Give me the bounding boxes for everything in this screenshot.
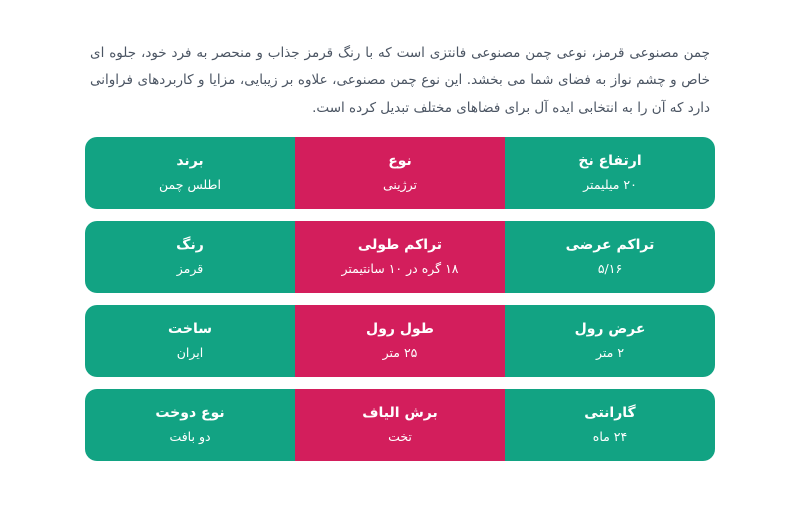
spec-key: نوع bbox=[388, 153, 412, 170]
spec-value: ۲۵ متر bbox=[382, 344, 418, 360]
spec-cell bbox=[85, 137, 295, 209]
spec-cell bbox=[505, 137, 715, 209]
intro-paragraph: چمن مصنوعی قرمز، نوعی چمن مصنوعی فانتزی است که با رنگ قرمز جذاب و منحصر به فرد خود، جلوه ای خاص و چشم نواز به فضای شما می بخشد. این نوع چمن مصنوعی، علاوه بر زیبایی، مزایا و کاربردهای فراوانی دارد که آن را به انتخابی ایده آل برای فضاهای مختلف تبدیل کرده است. bbox=[90, 44, 710, 116]
spec-key: رنگ bbox=[176, 237, 204, 254]
spec-value: ۲۰ میلیمتر bbox=[583, 176, 637, 192]
spec-key: برش الیاف bbox=[362, 405, 438, 422]
spec-value: ۱۸ گره در ۱۰ سانتیمتر bbox=[341, 260, 459, 276]
spec-value: ۲۴ ماه bbox=[592, 428, 628, 444]
spec-value: تخت bbox=[388, 428, 412, 444]
spec-cell bbox=[505, 389, 715, 461]
table-row bbox=[85, 389, 715, 461]
table-row bbox=[85, 221, 715, 293]
spec-cell bbox=[85, 221, 295, 293]
spec-value: ایران bbox=[176, 344, 204, 360]
spec-key: برند bbox=[176, 153, 204, 170]
specification-table bbox=[85, 137, 715, 461]
spec-cell bbox=[505, 305, 715, 377]
spec-value: اطلس چمن bbox=[159, 176, 221, 192]
spec-cell bbox=[295, 221, 505, 293]
spec-value: قرمز bbox=[176, 260, 204, 276]
spec-cell bbox=[85, 305, 295, 377]
spec-cell bbox=[85, 389, 295, 461]
spec-cell bbox=[295, 389, 505, 461]
table-row bbox=[85, 305, 715, 377]
spec-key: طول رول bbox=[366, 321, 434, 338]
spec-value: دو بافت bbox=[169, 428, 211, 444]
spec-cell bbox=[295, 305, 505, 377]
spec-key: ارتفاع نخ bbox=[578, 153, 642, 170]
spec-key: گارانتی bbox=[584, 405, 636, 422]
spec-key: تراکم عرضی bbox=[565, 237, 655, 254]
spec-key: تراکم طولی bbox=[357, 237, 443, 254]
table-row bbox=[85, 137, 715, 209]
spec-key: نوع دوخت bbox=[155, 405, 225, 422]
spec-cell bbox=[295, 137, 505, 209]
spec-cell bbox=[505, 221, 715, 293]
spec-value: ۲ متر bbox=[595, 344, 625, 360]
spec-value: ۵/۱۶ bbox=[597, 260, 623, 276]
spec-value: ترژینی bbox=[382, 176, 418, 192]
product-description-page bbox=[0, 14, 800, 505]
spec-key: ساخت bbox=[168, 321, 212, 338]
spec-key: عرض رول bbox=[574, 321, 646, 338]
